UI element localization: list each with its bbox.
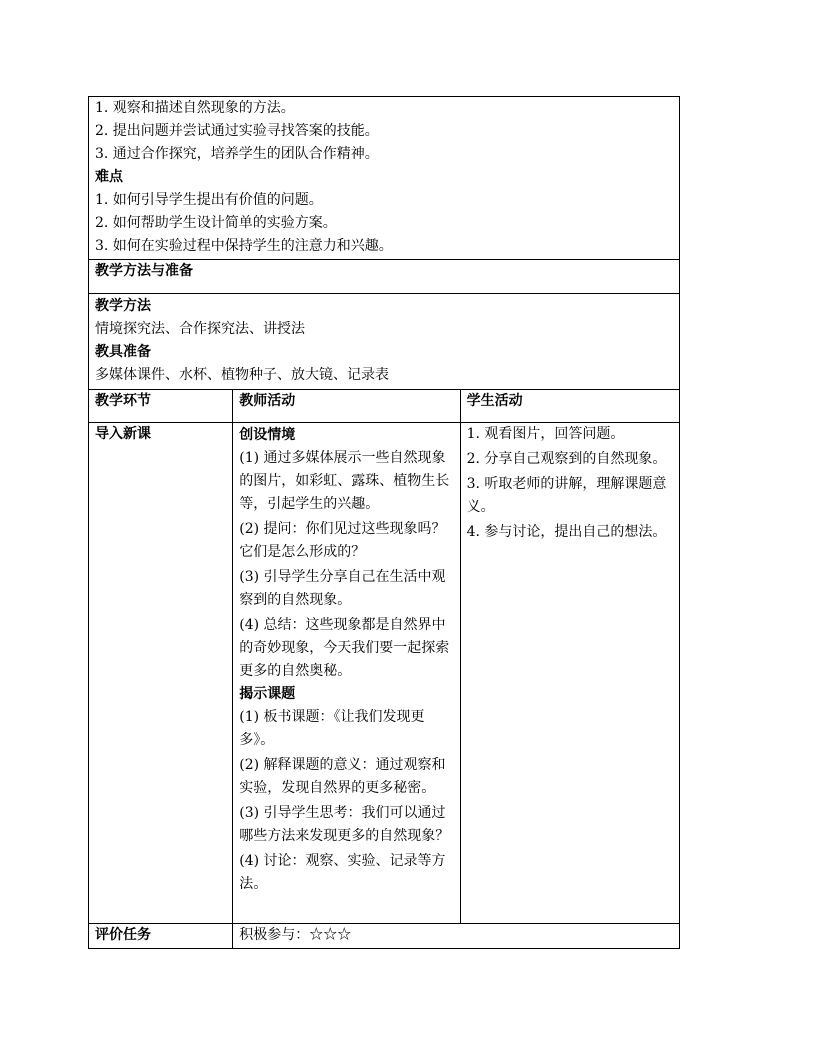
objective-item: 1. 观察和描述自然现象的方法。 (95, 100, 295, 116)
evaluation-row (89, 924, 680, 949)
teacher-activity-cell (233, 423, 460, 924)
tools-heading: 教具准备 (95, 344, 151, 360)
objectives-cell (89, 97, 680, 260)
student-step: 1. 观看图片，回答问题。 (466, 426, 625, 442)
methods-text: 情境探究法、合作探究法、讲授法 (95, 321, 305, 337)
difficulty-heading: 难点 (95, 169, 123, 185)
methods-section-title: 教学方法与准备 (89, 260, 680, 294)
process-row (89, 423, 680, 924)
difficulty-item: 2. 如何帮助学生设计简单的实验方案。 (95, 215, 337, 231)
methods-row (89, 294, 680, 390)
student-step: 2. 分享自己观察到的自然现象。 (466, 451, 667, 467)
header-teacher: 教师活动 (233, 390, 460, 423)
stage-cell: 导入新课 (89, 423, 233, 924)
teacher-step: (3) 引导学生思考：我们可以通过哪些方法来发现更多的自然现象？ (239, 805, 450, 844)
student-step: 4. 参与讨论，提出自己的想法。 (466, 524, 667, 540)
student-step: 3. 听取老师的讲解，理解课题意义。 (466, 476, 667, 515)
header-student: 学生活动 (460, 390, 679, 423)
teacher-step: (2) 提问：你们见过这些现象吗？它们是怎么形成的？ (239, 521, 446, 560)
methods-heading: 教学方法 (95, 298, 151, 314)
teacher-heading: 揭示课题 (239, 686, 296, 702)
header-stage: 教学环节 (89, 390, 233, 423)
teacher-step: (4) 总结：这些现象都是自然界中的奇妙现象，今天我们要一起探索更多的自然奥秘。 (239, 617, 450, 679)
difficulty-item: 1. 如何引导学生提出有价值的问题。 (95, 192, 323, 208)
objective-item: 3. 通过合作探究，培养学生的团队合作精神。 (95, 146, 379, 162)
methods-cell (89, 294, 680, 390)
teacher-step: (1) 板书课题：《让我们发现更多》。 (239, 709, 425, 748)
teacher-step: (4) 讨论：观察、实验、记录等方法。 (239, 853, 446, 892)
process-header-row (89, 390, 680, 423)
objectives-row (89, 97, 680, 260)
methods-title-row (89, 260, 680, 294)
teacher-step: (3) 引导学生分享自己在生活中观察到的自然现象。 (239, 569, 446, 608)
difficulty-item: 3. 如何在实验过程中保持学生的注意力和兴趣。 (95, 238, 393, 254)
objective-item: 2. 提出问题并尝试通过实验寻找答案的技能。 (95, 123, 379, 139)
lesson-plan-table (88, 96, 680, 949)
evaluation-value: 积极参与：☆☆☆ (233, 924, 680, 949)
teacher-step: (2) 解释课题的意义：通过观察和实验，发现自然界的更多秘密。 (239, 757, 446, 796)
teacher-heading: 创设情境 (239, 427, 296, 443)
tools-text: 多媒体课件、水杯、植物种子、放大镜、记录表 (95, 367, 389, 383)
teacher-step: (1) 通过多媒体展示一些自然现象的图片，如彩虹、露珠、植物生长等，引起学生的兴趣。 (239, 450, 450, 512)
student-activity-cell (460, 423, 679, 924)
evaluation-label: 评价任务 (89, 924, 233, 949)
